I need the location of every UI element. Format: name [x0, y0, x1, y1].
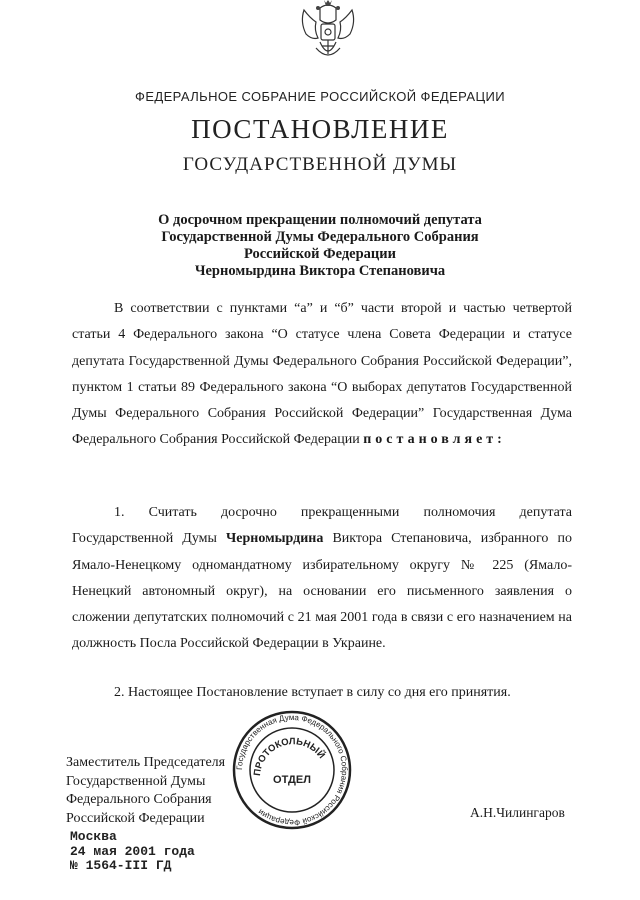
signature-line: Государственной Думы — [66, 773, 206, 789]
signer-name: А.Н.Чилингаров — [470, 805, 565, 820]
preamble-text: В соответствии с пунктами “а” и “б” части второй и частью четвертой статьи 4 Федерального закона “О статусе члена Совета Федерации и статусе депутата Государственной Думы Федерального Собрания Российской Федерации”, пунктом 1 статьи 89 Федерального закона “О выборах депутатов Государственной Думы Федерального Собрания Российской Федерации” Государственная Дума Федерального Собрания Российской Федерации — [72, 301, 572, 448]
item-1-paragraph — [72, 500, 572, 658]
deputy-name: Черномырдина — [226, 531, 324, 547]
signature-line: Заместитель Председателя — [66, 755, 226, 770]
document-type-title: ПОСТАНОВЛЕНИЕ — [191, 114, 449, 144]
item-2-paragraph: 2. Настоящее Постановление вступает в силу со дня его принятия. — [114, 685, 511, 700]
preamble-paragraph — [72, 296, 572, 454]
stamp-outer-text — [235, 713, 349, 827]
official-stamp — [230, 708, 354, 832]
footer-number: № 1564-III ГД — [70, 858, 172, 873]
subject-line: О досрочном прекращении полномочий депутата — [158, 212, 482, 228]
stamp-inner-text — [252, 736, 328, 776]
issuing-body-title: ГОСУДАРСТВЕННОЙ ДУМЫ — [182, 154, 458, 175]
subject-line: Черномырдина Виктора Степановича — [194, 263, 446, 279]
stamp-inner-path-text: ПРОТОКОЛЬНЫЙ — [251, 736, 327, 777]
signature-position — [66, 754, 225, 828]
footer-place: Москва — [70, 829, 117, 844]
signature-line: Российской Федерации — [66, 810, 205, 826]
subject-line: Российской Федерации — [243, 246, 396, 262]
subject-line: Государственной Думы Федерального Собрания — [161, 229, 479, 245]
coat-of-arms-icon — [296, 0, 360, 62]
item-1-text-start: 1. Считать досрочно прекращенными полномочия депутата Государственной Думы — [72, 505, 572, 547]
stamp-outer-path-text: Государственная Дума Федерального Собрания Российской Федерации — [234, 712, 350, 828]
document-footer — [70, 830, 195, 874]
signature-line: Федерального Собрания — [66, 792, 212, 807]
item-1-text-end: Виктора Степановича, избранного по Ямало-Ненецкому одномандатному избирательному округу № 225 (Ямало-Ненецкий автономный округ), на основании его письменного заявления о сложении депутатских полномочий с 21 мая 2001 года в связи с его назначением на должность Посла Российской Федерации в Украине. — [72, 531, 572, 652]
resolves-word: постановляет: — [363, 432, 506, 448]
document-subject — [60, 212, 580, 280]
footer-date: 24 мая 2001 года — [70, 843, 195, 859]
stamp-center-text: ОТДЕЛ — [273, 774, 311, 786]
organization-header: ФЕДЕРАЛЬНОЕ СОБРАНИЕ РОССИЙСКОЙ ФЕДЕРАЦИИ — [135, 89, 505, 104]
